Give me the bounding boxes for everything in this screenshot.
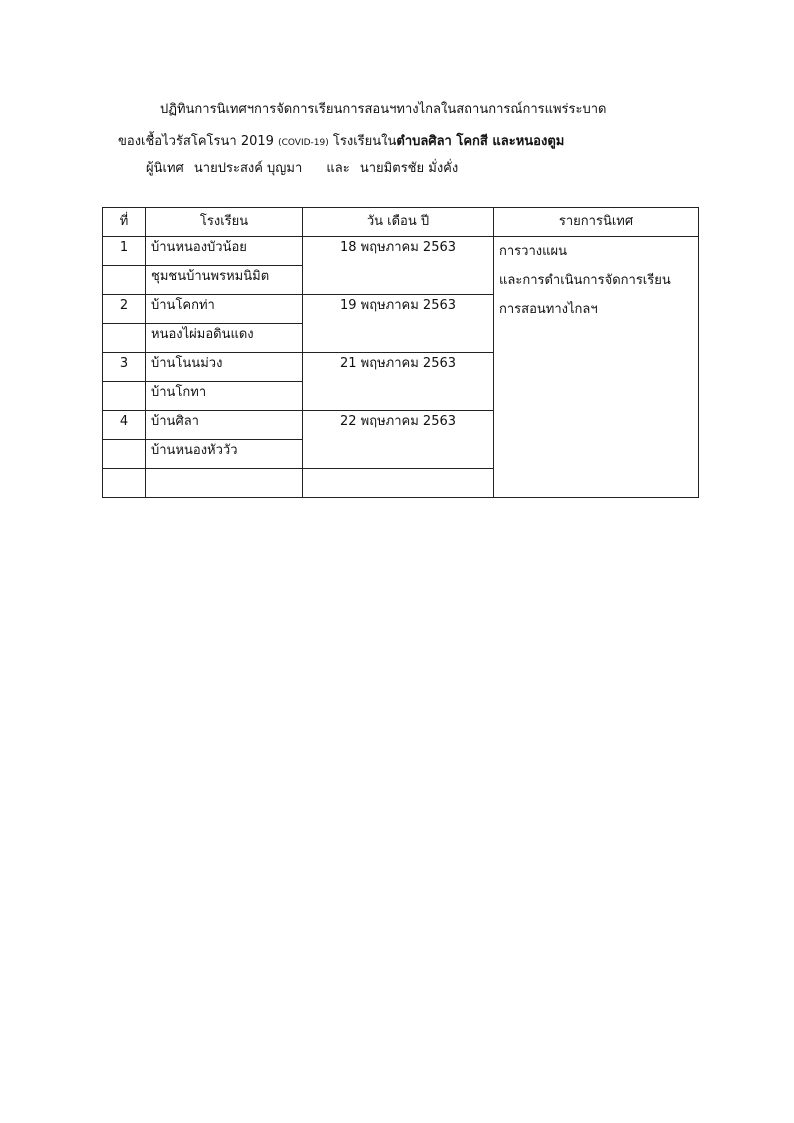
supervisors-line	[146, 157, 458, 178]
supervisor-2: นายมิตรชัย มั่งคั่ง	[359, 161, 459, 176]
row-number: 4	[103, 411, 146, 440]
school-name: บ้านโกทา	[146, 382, 303, 411]
school-name: บ้านศิลา	[146, 411, 303, 440]
document-title-line1: ปฏิทินการนิเทศฯการจัดการเรียนการสอนฯทางไกลในสถานการณ์การแพร่ระบาด	[160, 102, 607, 117]
row-number: 3	[103, 353, 146, 382]
school-name: บ้านโนนม่วง	[146, 353, 303, 382]
row-number-empty	[103, 440, 146, 469]
visit-date: 18 พฤษภาคม 2563	[303, 237, 494, 295]
header-date: วัน เดือน ปี	[303, 208, 494, 237]
row-number-empty	[103, 382, 146, 411]
empty-cell	[303, 469, 494, 498]
header-topic: รายการนิเทศ	[494, 208, 699, 237]
topic-line: การสอนทางไกลฯ	[499, 302, 598, 317]
supervisor-and: และ	[326, 161, 350, 176]
supervision-topic	[494, 237, 699, 498]
header-school: โรงเรียน	[146, 208, 303, 237]
topic-line: การวางแผน	[499, 244, 567, 259]
header-no: ที่	[103, 208, 146, 237]
empty-cell	[103, 469, 146, 498]
title-virus-text: ของเชื้อไวรัสโคโรนา 2019	[118, 134, 274, 149]
visit-date: 21 พฤษภาคม 2563	[303, 353, 494, 411]
document-title-line2	[118, 130, 564, 151]
title-covid-text: (COVID-19)	[278, 138, 329, 148]
supervisor-label: ผู้นิเทศ	[146, 161, 184, 176]
school-name: บ้านหนองบัวน้อย	[146, 237, 303, 266]
table-row	[103, 237, 699, 266]
school-name: ชุมชนบ้านพรหมนิมิต	[146, 266, 303, 295]
topic-line: และการดำเนินการจัดการเรียน	[499, 273, 671, 288]
supervision-schedule-table	[102, 207, 699, 498]
empty-cell	[146, 469, 303, 498]
row-number: 1	[103, 237, 146, 266]
supervisor-1: นายประสงค์ บุญมา	[193, 161, 303, 176]
visit-date: 22 พฤษภาคม 2563	[303, 411, 494, 469]
visit-date: 19 พฤษภาคม 2563	[303, 295, 494, 353]
row-number-empty	[103, 266, 146, 295]
row-number: 2	[103, 295, 146, 324]
school-name: บ้านหนองหัววัว	[146, 440, 303, 469]
title-school-text: โรงเรียนใน	[332, 134, 397, 149]
row-number-empty	[103, 324, 146, 353]
table-header-row	[103, 208, 699, 237]
school-name: หนองไผ่มอดินแดง	[146, 324, 303, 353]
title-subdistricts: ตำบลศิลา โคกสี และหนองตูม	[396, 134, 565, 149]
school-name: บ้านโคกท่า	[146, 295, 303, 324]
